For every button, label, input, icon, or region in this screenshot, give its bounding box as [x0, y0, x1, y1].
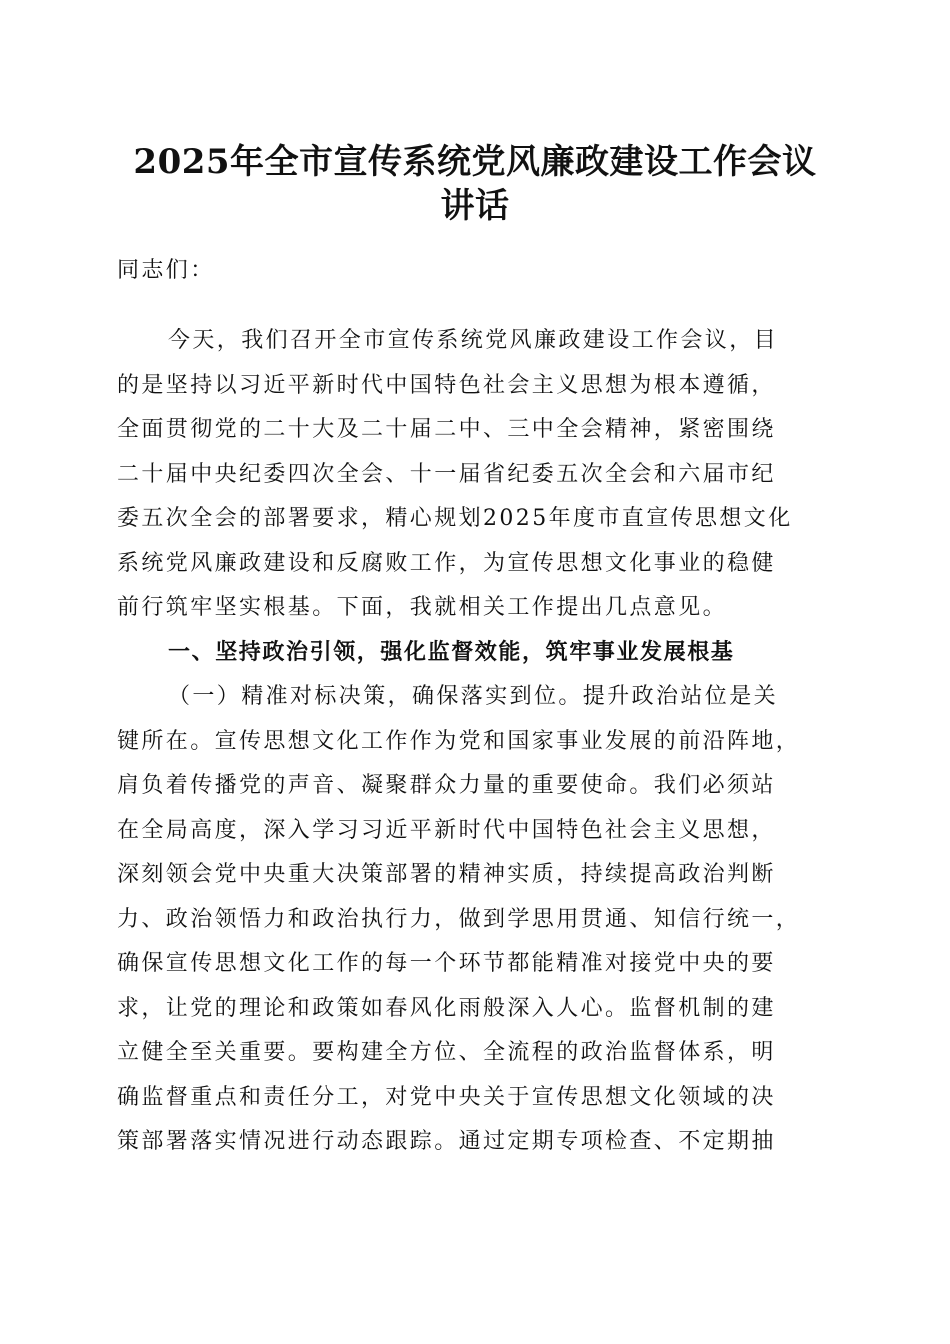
- paragraph-line: 确保宣传思想文化工作的每一个环节都能精准对接党中央的要: [117, 951, 776, 976]
- section-heading: 一、坚持政治引领，强化监督效能，筑牢事业发展根基: [168, 640, 735, 665]
- document-title-continued: 讲话: [440, 186, 510, 226]
- paragraph-line: 前行筑牢坚实根基。下面，我就相关工作提出几点意见。: [117, 595, 728, 620]
- paragraph-line: 二十届中央纪委四次全会、十一届省纪委五次全会和六届市纪: [117, 462, 776, 487]
- paragraph-line: 力、政治领悟力和政治执行力，做到学思用贯通、知信行统一，: [117, 907, 801, 932]
- paragraph-line: 肩负着传播党的声音、凝聚群众力量的重要使命。我们必须站: [117, 773, 776, 798]
- paragraph-line: 求，让党的理论和政策如春风化雨般深入人心。监督机制的建: [117, 996, 776, 1021]
- paragraph-line: 在全局高度，深入学习习近平新时代中国特色社会主义思想，: [117, 818, 776, 843]
- paragraph-line: 确监督重点和责任分工，对党中央关于宣传思想文化领域的决: [117, 1085, 776, 1110]
- paragraph-line: 深刻领会党中央重大决策部署的精神实质，持续提高政治判断: [117, 862, 776, 887]
- paragraph-line: 键所在。宣传思想文化工作作为党和国家事业发展的前沿阵地，: [117, 729, 801, 754]
- paragraph-line: 立健全至关重要。要构建全方位、全流程的政治监督体系，明: [117, 1040, 776, 1065]
- paragraph-line: 今天，我们召开全市宣传系统党风廉政建设工作会议，目: [168, 328, 779, 353]
- paragraph-line: 的是坚持以习近平新时代中国特色社会主义思想为根本遵循，: [117, 373, 776, 398]
- paragraph-line: 全面贯彻党的二十大及二十届二中、三中全会精神，紧密围绕: [117, 417, 776, 442]
- paragraph-line: 委五次全会的部署要求，精心规划2025年度市直宣传思想文化: [117, 506, 793, 531]
- salutation: 同志们：: [117, 258, 215, 283]
- subsection-heading-line: （一）精准对标决策，确保落实到位。提升政治站位是关: [168, 684, 779, 709]
- paragraph-line: 策部署落实情况进行动态跟踪。通过定期专项检查、不定期抽: [117, 1129, 776, 1154]
- paragraph-line: 系统党风廉政建设和反腐败工作，为宣传思想文化事业的稳健: [117, 551, 776, 576]
- document-title: 2025年全市宣传系统党风廉政建设工作会议: [133, 142, 817, 182]
